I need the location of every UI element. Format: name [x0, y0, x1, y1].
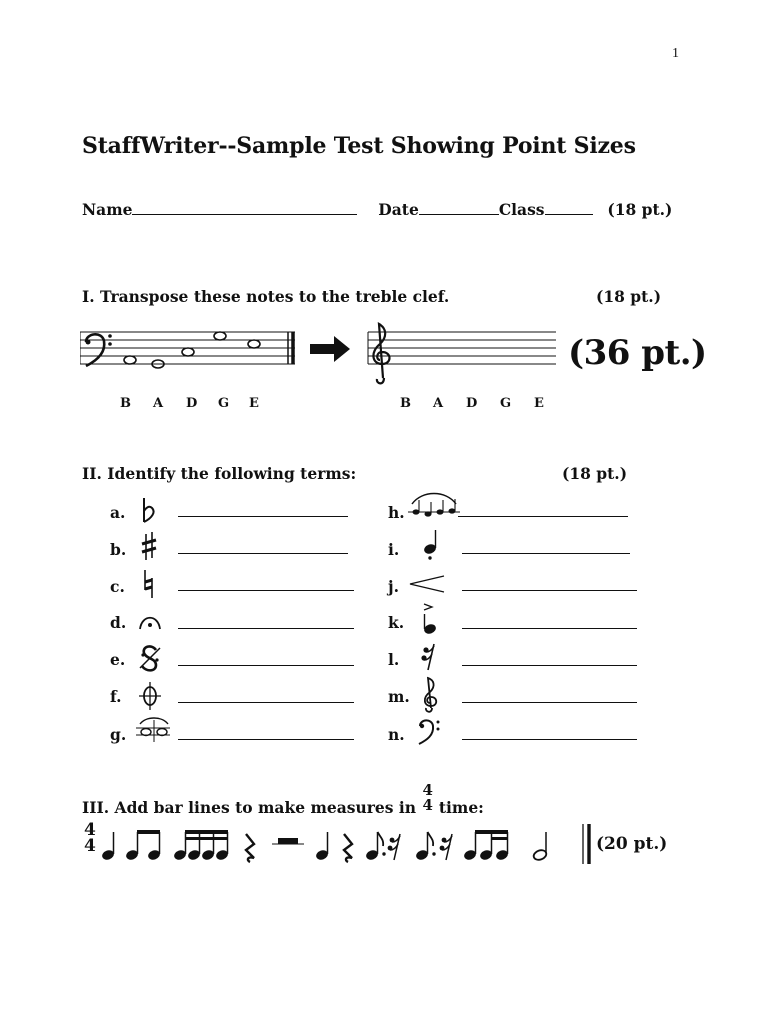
section3-size: (20 pt.)	[596, 834, 668, 854]
time-sig-bottom: 4	[422, 796, 433, 814]
dotted-eighth-icon	[365, 832, 386, 861]
term-letter: i.	[388, 540, 400, 559]
section3-heading-post: time:	[438, 798, 484, 817]
answer-line-i[interactable]	[462, 553, 630, 554]
quarter-note-icon	[315, 832, 329, 861]
left-term-symbols	[136, 492, 176, 752]
section2-size: (18 pt.)	[562, 464, 628, 483]
term-letter: f.	[110, 687, 122, 706]
slurred-notes-icon	[408, 494, 460, 517]
beamed-sixteenths-icon	[173, 830, 229, 861]
answer-line-j[interactable]	[462, 590, 637, 591]
bass-clef-icon	[86, 334, 112, 366]
sixteenth-rest-icon	[421, 644, 434, 670]
section1-heading: I. Transpose these notes to the treble clef.	[82, 287, 450, 306]
answer-line-f[interactable]	[178, 702, 354, 703]
quarter-rest-icon	[246, 834, 254, 862]
class-field[interactable]	[545, 200, 593, 215]
accent-quarter-icon	[423, 604, 437, 635]
page-title: StaffWriter--Sample Test Showing Point Sizes	[82, 133, 636, 159]
section3-heading	[82, 781, 484, 817]
term-letter: h.	[388, 503, 405, 522]
tied-whole-notes-icon	[136, 718, 170, 742]
bass-whole-notes	[124, 332, 260, 368]
treble-staff	[368, 332, 556, 364]
term-letter: k.	[388, 613, 405, 632]
answer-line-g[interactable]	[178, 739, 354, 740]
section1-staff-size: (36 pt.)	[568, 333, 707, 373]
note-letter: E	[534, 396, 544, 411]
note-letter: D	[186, 396, 198, 411]
term-letter: d.	[110, 613, 127, 632]
sixteenth-rest-icon	[440, 834, 452, 860]
answer-line-h[interactable]	[458, 516, 628, 517]
rhythm-time-bottom: 4	[84, 836, 96, 856]
term-letter: m.	[388, 687, 410, 706]
rhythm-line	[100, 818, 600, 866]
eighth-two-sixteenths-icon	[463, 830, 509, 861]
term-letter: b.	[110, 540, 127, 559]
section1-staves	[80, 320, 560, 390]
crescendo-icon	[410, 576, 444, 592]
note-letter: A	[433, 396, 444, 411]
name-label: Name	[82, 200, 133, 219]
quarter-rest-icon	[344, 834, 352, 862]
answer-line-m[interactable]	[462, 702, 637, 703]
answer-line-a[interactable]	[178, 516, 348, 517]
rhythm-time-top: 4	[84, 820, 96, 840]
treble-clef-icon	[425, 678, 436, 712]
term-letter: l.	[388, 650, 400, 669]
name-field[interactable]	[132, 200, 357, 215]
sharp-icon	[142, 532, 156, 560]
section3-heading-pre: III. Add bar lines to make measures in	[82, 798, 417, 817]
note-letter: D	[466, 396, 478, 411]
name-date-class-row	[82, 200, 672, 219]
term-letter: j.	[388, 577, 400, 596]
quarter-note-icon	[101, 832, 115, 861]
page-number: 1	[672, 46, 679, 61]
note-letter: B	[120, 396, 131, 411]
time-signature-inline	[421, 781, 433, 814]
name-row-size: (18 pt.)	[607, 200, 673, 219]
answer-line-c[interactable]	[178, 590, 354, 591]
dotted-eighth-icon	[415, 832, 436, 861]
note-letter: B	[400, 396, 411, 411]
right-term-symbols	[406, 486, 462, 752]
rhythm-time-signature	[84, 822, 98, 862]
date-field[interactable]	[419, 200, 499, 215]
half-note-icon	[532, 832, 547, 861]
bass-clef-icon	[419, 720, 440, 744]
section2-heading: II. Identify the following terms:	[82, 464, 357, 483]
fermata-icon	[140, 618, 160, 629]
note-letter: A	[153, 396, 164, 411]
time-sig-top: 4	[422, 781, 433, 799]
term-letter: a.	[110, 503, 126, 522]
class-label: Class	[498, 200, 545, 219]
note-letter: G	[500, 396, 512, 411]
answer-line-k[interactable]	[462, 628, 637, 629]
term-letter: e.	[110, 650, 126, 669]
answer-line-n[interactable]	[462, 739, 637, 740]
term-letter: n.	[388, 725, 405, 744]
answer-line-b[interactable]	[178, 553, 348, 554]
note-letter: E	[249, 396, 259, 411]
final-barline	[583, 824, 589, 864]
flat-icon	[144, 498, 154, 522]
note-letter: G	[218, 396, 230, 411]
answer-line-d[interactable]	[178, 628, 354, 629]
term-letter: g.	[110, 725, 127, 744]
answer-line-e[interactable]	[178, 665, 354, 666]
staccato-quarter-icon	[423, 530, 437, 560]
coda-icon	[139, 682, 161, 710]
answer-line-l[interactable]	[462, 665, 637, 666]
segno-icon	[140, 646, 160, 670]
beamed-eighths-icon	[125, 830, 161, 861]
date-label: Date	[378, 200, 419, 219]
natural-icon	[145, 570, 152, 598]
sixteenth-rest-icon	[388, 834, 400, 860]
half-rest-icon	[272, 838, 304, 844]
term-letter: c.	[110, 577, 125, 596]
section1-size: (18 pt.)	[596, 287, 662, 306]
transpose-arrow-icon	[310, 336, 350, 362]
treble-clef-staff-icon	[373, 324, 389, 383]
